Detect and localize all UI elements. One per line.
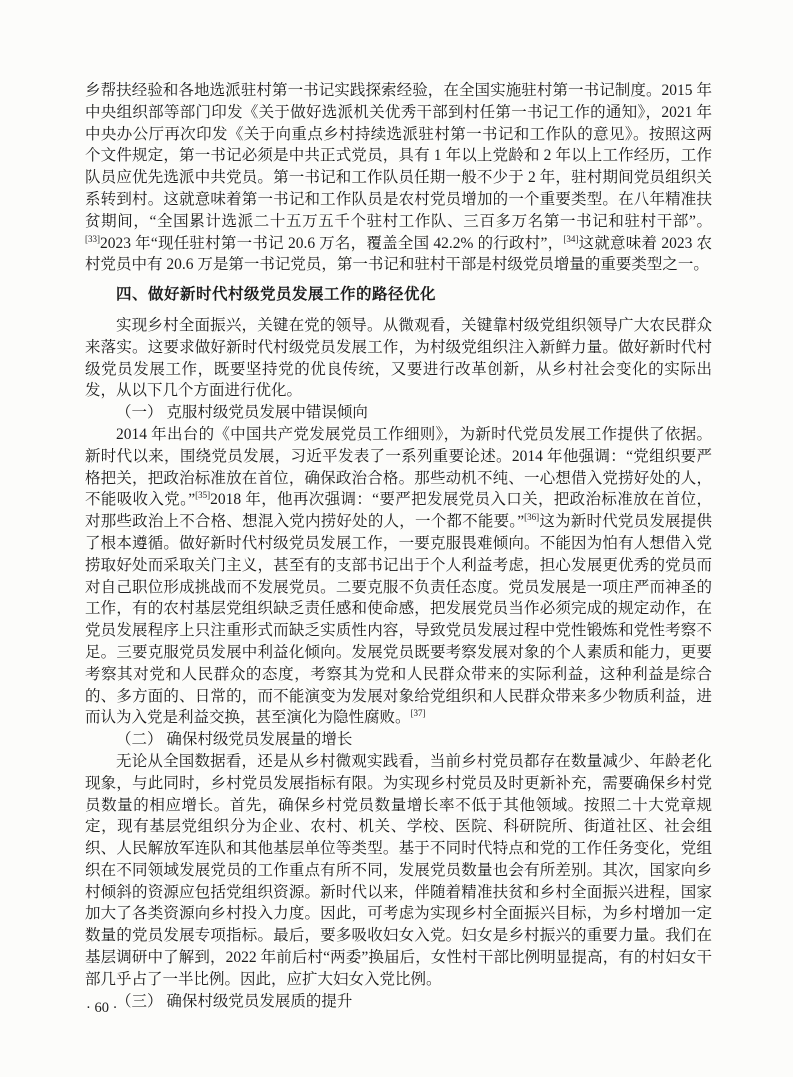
paragraph-text: 这就意味着 2023 农村党员中有 20.6 万是第一书记党员，第一书记和驻村干部是村级党员增量的重要类型之一。 [85,234,712,274]
intro-paragraph: 实现乡村全面振兴，关键在党的领导。从微观看，关键靠村级党组织领导广大农民群众来落实。这要求做好新时代村级党员发展工作，为村级党组织注入新鲜力量。做好新时代村级党员发展工作，既要坚持党的优良传统，又要进行改革创新，从乡村社会变化的实际出发，从以下几个方面进行优化。 [85,316,712,400]
subsection-heading-2: （二） 确保村级党员发展量的增长 [116,731,353,749]
footnote-ref-37: [37] [410,708,426,719]
paragraph-text: 乡帮扶经验和各地选派驻村第一书记实践探索经验，在全国实施驻村第一书记制度。2015 年中央组织部等部门印发《关于做好选派机关优秀干部到村任第一书记工作的通知》，2021 年中央办公厅再次印发《关于向重点乡村持续选派驻村第一书记和工作队的意见》。按照这两个文件规定，第一书记必须是中共正式党员，具有 1 年以上党龄和 2 年以上工作经历，工作队员应优先选派中共党员。第一书记和工作队员任期一般不少于 2 年，驻村期间党员组织关系转到村。这就意味着第一书记和工作队员是农村党员增加的一个重要类型。在八年精准扶贫期间，“全国累计选派二十五万五千个驻村工作队、三百多万名第一书记和驻村干部”。 [85,82,712,230]
subsection-heading-1: （一） 克服村级党员发展中错误倾向 [116,404,368,422]
footnote-ref-36: [36] [524,511,540,522]
paragraph-text: 2023 年“现任驻村第一书记 20.6 万名，覆盖全国 42.2% 的行政村”， [100,234,564,252]
paragraph-text: 2018 年，他再次强调：“要严把发展党员入口关，把政治标准放在首位，对那些政治上不合格、想混入党内捞好处的人，一个都不能要。” [85,491,712,531]
footnote-ref-35: [35] [195,490,211,501]
footnote-ref-33: [33] [85,233,100,244]
footnote-ref-34: [34] [563,233,579,244]
subsection-heading-3: （三） 确保村级党员发展质的提升 [116,992,353,1010]
article-body [85,80,712,1012]
section-heading: 四、做好新时代村级党员发展工作的路径优化 [116,286,437,304]
paragraph-text: 这为新时代党员发展提供了根本遵循。做好新时代村级党员发展工作，一要克服畏难倾向。不能因为怕有人想借入党捞取好处而采取关门主义，甚至有的支部书记出于个人利益考虑，担心发展更优秀的党员而对自己职位形成挑战而不发展党员。二要克服不负责任态度。党员发展是一项庄严而神圣的工作，有的农村基层党组织缺乏责任感和使命感，把发展党员当作必须完成的规定动作，在党员发展程序上只注重形式而缺乏实质性内容，导致党员发展过程中党性锻炼和党性考察不足。三要克服党员发展中利益化倾向。发展党员既要考察发展对象的个人素质和能力，更要考察其对党和人民群众的态度，考察其为党和人民群众带来的实际利益，这种利益是综合的、多方面的、日常的，而不能演变为发展对象给党组织和人民群众带来多少物质利益，进而认为入党是利益交换，甚至演化为隐性腐败。 [85,513,712,727]
paragraph-text: 2014 年出台的《中国共产党发展党员工作细则》，为新时代党员发展工作提供了依据。新时代以来，围绕党员发展，习近平发表了一系列重要论述。2014 年他强调：“党组织要严格把关，把政治标准放在首位，确保政治合格。那些动机不纯、一心想借入党捞好处的人，不能吸收入党。” [85,425,712,509]
subsection-paragraph-1 [85,424,712,729]
subsection-paragraph-2: 无论从全国数据看，还是从乡村微观实践看，当前乡村党员都存在数量减少、年龄老化现象，与此同时，乡村党员发展指标有限。为实现乡村党员及时更新补充，需要确保乡村党员数量的相应增长。首先，确保乡村党员数量增长率不低于其他领域。按照二十大党章规定，现有基层党组织分为企业、农村、机关、学校、医院、科研院所、街道社区、社会组织、人民解放军连队和其他基层单位等类型。基于不同时代特点和党的工作任务变化，党组织在不同领域发展党员的工作重点有所不同，发展党员数量也会有所差别。其次，国家向乡村倾斜的资源应包括党组织资源。新时代以来，伴随着精准扶贫和乡村全面振兴进程，国家加大了各类资源向乡村投入力度。因此，可考虑为实现乡村全面振兴目标，为乡村增加一定数量的党员发展专项指标。最后，要多吸收妇女入党。妇女是乡村振兴的重要力量。我们在基层调研中了解到，2022 年前后村“两委”换届后，女性村干部比例明显提高，有的村妇女干部几乎占了一半比例。因此，应扩大妇女入党比例。 [85,752,712,988]
page-number: · 60 · [86,1000,118,1016]
continuation-paragraph [85,80,712,276]
